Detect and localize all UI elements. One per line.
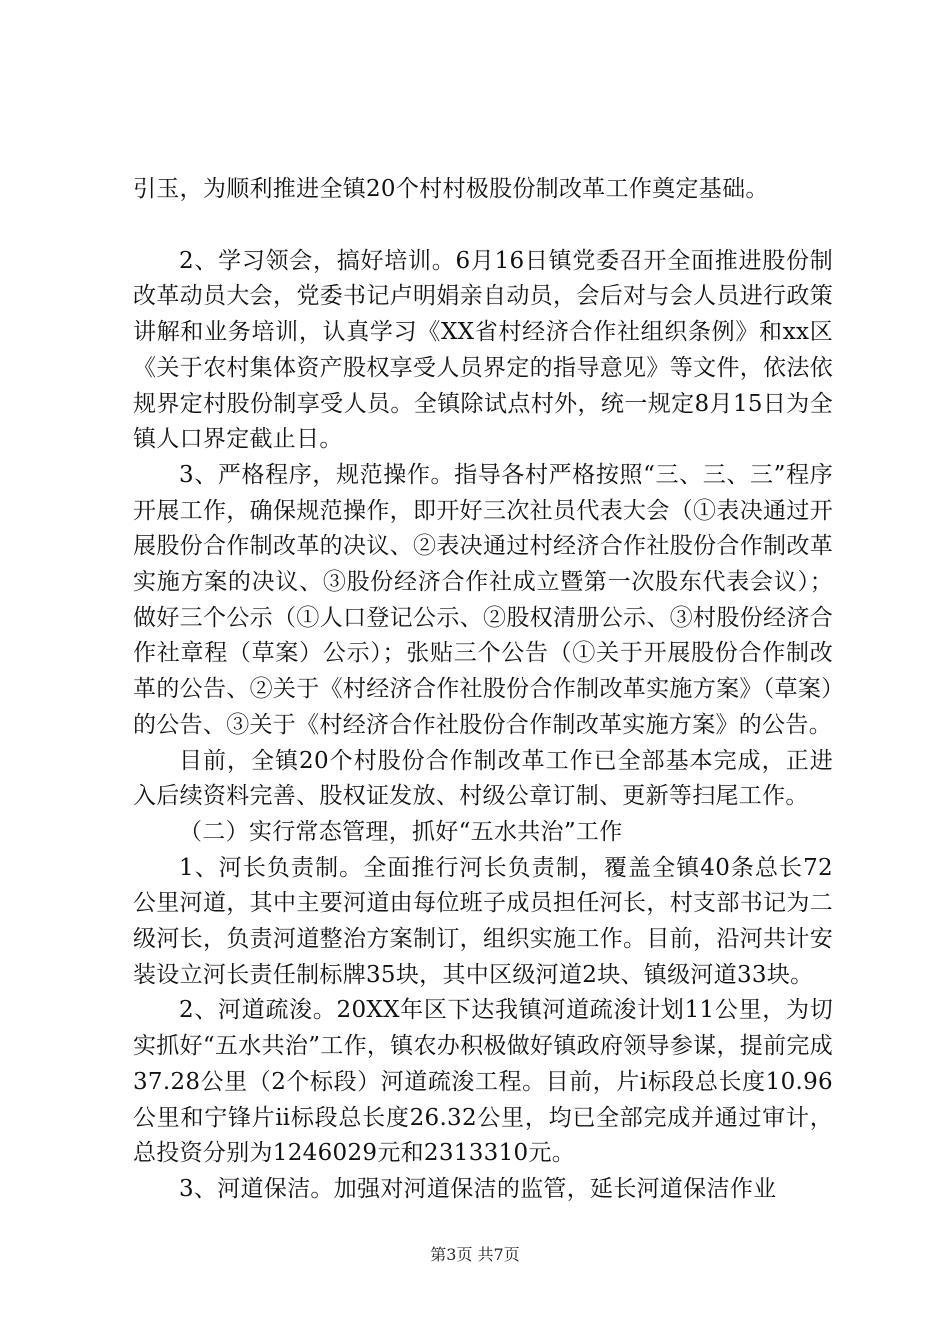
paragraph-continuation: 引玉，为顺利推进全镇20个村村极股份制改革工作奠定基础。 [133, 176, 769, 202]
page-number: 第3页 共7页 [430, 1245, 520, 1264]
paragraph-progress: 目前，全镇20个村股份合作制改革工作已全部基本完成，正进入后续资料完善、股权证发放、村级公章订制、更新等扫尾工作。 [133, 747, 833, 810]
section-heading: （二）实行常态管理，抓好“五水共治”工作 [179, 818, 623, 845]
paragraph-river-chief: 1、河长负责制。全面推行河长负责制，覆盖全镇40条总长72公里河道，其中主要河道由每位班子成员担任河长，村支部书记为二级河长，负责河道整治方案制订，组织实施工作。目前，沿河共计安装设立河长责任制标牌35块，其中区级河道2块、镇级河道33块。 [133, 854, 833, 988]
paragraph-procedure: 3、严格程序，规范操作。指导各村严格按照“三、三、三”程序开展工作，确保规范操作，即开好三次社员代表大会（①表决通过开展股份合作制改革的决议、②表决通过村经济合作社股份合作制改革实施方案的决议、③股份经济合作社成立暨第一次股东代表会议）；做好三个公示（①人口登记公示、②股权清册公示、③村股份经济合作社章程（草案）公示）；张贴三个公告（①关于开展股份合作制改革的公告、②关于《村经济合作社股份合作制改革实施方案》（草案）的公告、③关于《村经济合作社股份合作制改革实施方案》的公告。 [133, 461, 833, 738]
paragraph-training: 2、学习领会，搞好培训。6月16日镇党委召开全面推进股份制改革动员大会，党委书记卢明娟亲自动员，会后对与会人员进行政策讲解和业务培训，认真学习《XX省村经济合作社组织条例》和xx区《关于农村集体资产股权享受人员界定的指导意见》等文件，依法依规界定村股份制享受人员。全镇除试点村外，统一规定8月15日为全镇人口界定截止日。 [133, 247, 833, 453]
paragraph-dredging: 2、河道疏浚。20XX年区下达我镇河道疏浚计划11公里，为切实抓好“五水共治”工作，镇农办积极做好镇政府领导参谋，提前完成37.28公里（2个标段）河道疏浚工程。目前，片ⅰ标段总长度10.96公里和宁锋片ⅱ标段总长度26.32公里，均已全部完成并通过审计，总投资分别为1246029元和2313310元。 [133, 997, 833, 1167]
document-body [133, 172, 833, 1208]
page-footer [0, 1242, 950, 1265]
paragraph-cleaning: 3、河道保洁。加强对河道保洁的监管，延长河道保洁作业 [179, 1175, 777, 1202]
